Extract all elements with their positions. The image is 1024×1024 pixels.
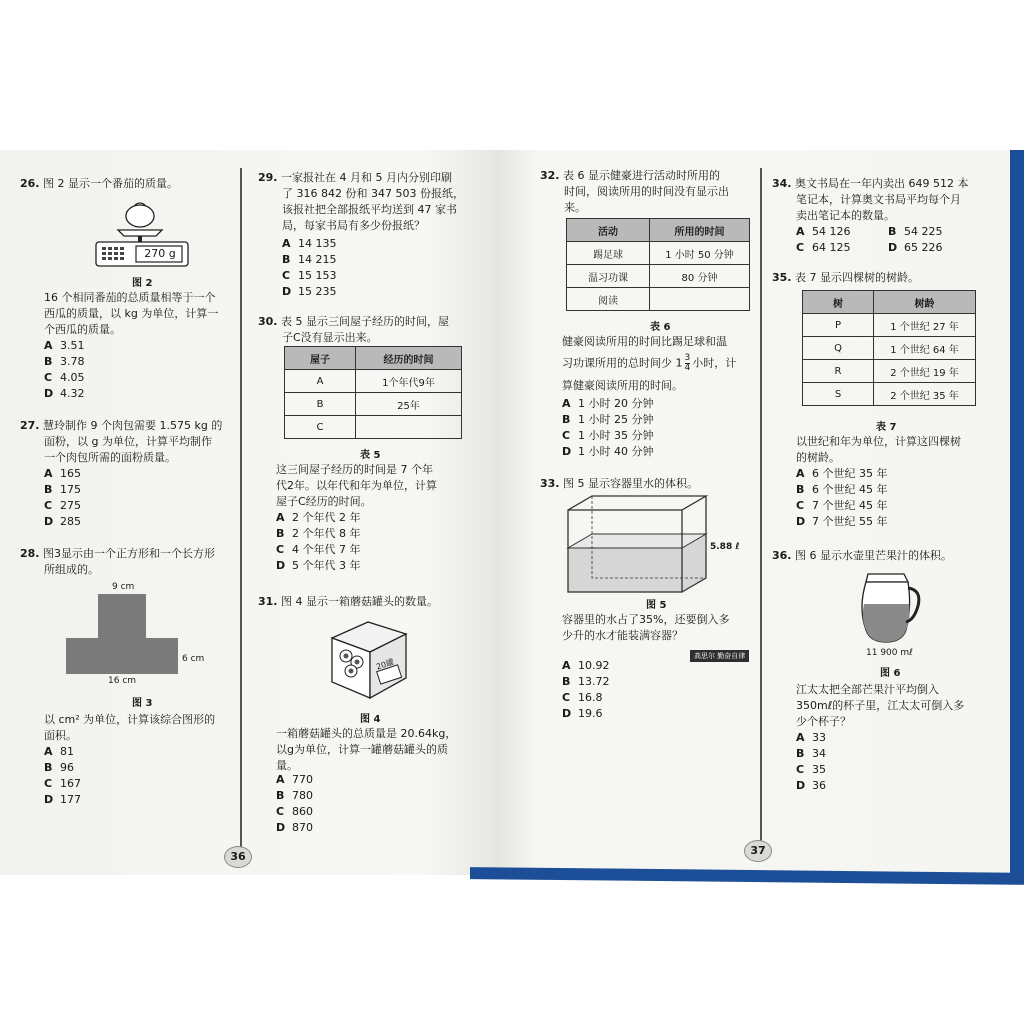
q31-number: 31. <box>258 595 278 608</box>
option-value: 1 小时 25 分钟 <box>578 413 654 426</box>
option-value: 285 <box>60 515 81 528</box>
table-header: 树 <box>803 291 874 314</box>
option-value: 1 小时 35 分钟 <box>578 429 654 442</box>
q33-option-c[interactable] <box>562 690 603 706</box>
mushroom-can-box-figure <box>324 616 414 702</box>
option-value: 6 个世纪 35 年 <box>812 467 888 480</box>
option-letter: C <box>44 777 53 790</box>
option-value: 16.8 <box>578 691 603 704</box>
q32-option-b[interactable] <box>562 412 654 428</box>
q27-text <box>20 418 222 434</box>
option-letter: B <box>562 413 571 426</box>
q26-figure-caption: 图 2 <box>132 278 153 289</box>
q27-line: 慧玲制作 9 个肉包需要 1.575 kg 的 <box>43 419 223 432</box>
q28-option-b[interactable] <box>44 760 74 776</box>
option-letter: D <box>888 241 898 254</box>
q30-option-b[interactable] <box>276 526 361 542</box>
q34-line: 笔记本，计算奥文书局平均每个月 <box>796 193 961 206</box>
option-letter: D <box>796 515 806 528</box>
option-value: 10.92 <box>578 659 610 672</box>
option-value: 860 <box>292 805 313 818</box>
option-value: 175 <box>60 483 81 496</box>
q36-number: 36. <box>772 549 792 562</box>
option-letter: C <box>276 543 285 556</box>
q29-number: 29. <box>258 171 278 184</box>
option-value: 15 235 <box>298 285 337 298</box>
q30-line: 代2年。以年代和年为单位，计算 <box>276 479 437 492</box>
q35-line: 的树龄。 <box>796 451 840 464</box>
option-value: 7 个世纪 55 年 <box>812 515 888 528</box>
option-letter: C <box>796 499 805 512</box>
option-letter: A <box>276 773 285 786</box>
option-value: 2 个年代 8 年 <box>292 527 361 540</box>
q36-option-d[interactable] <box>796 778 826 794</box>
fraction <box>685 354 691 373</box>
q33-number: 33. <box>540 477 560 490</box>
q28-line: 面积。 <box>44 729 77 742</box>
option-letter: D <box>44 387 54 400</box>
option-letter: B <box>888 225 897 238</box>
option-letter: C <box>44 499 53 512</box>
q31-option-a[interactable] <box>276 772 313 788</box>
q29-line: 一家报社在 4 月和 5 月内分别印刷 <box>281 171 452 184</box>
jug-volume-label: 11 900 mℓ <box>866 648 913 658</box>
option-value: 4.32 <box>60 387 85 400</box>
scale-reading: 270 g <box>144 247 176 260</box>
q31-option-c[interactable] <box>276 804 313 820</box>
q32-text <box>540 168 720 184</box>
table-cell: P <box>803 314 874 337</box>
option-letter: A <box>796 225 805 238</box>
option-value: 81 <box>60 745 74 758</box>
q28-option-d[interactable] <box>44 792 81 808</box>
q30-after-text <box>276 462 437 510</box>
q30-number: 30. <box>258 315 278 328</box>
q34-text-rest <box>796 192 961 224</box>
option-value: 13.72 <box>578 675 610 688</box>
table-header: 经历的时间 <box>356 347 462 370</box>
option-letter: C <box>796 763 805 776</box>
option-letter: B <box>282 253 291 266</box>
table-cell: A <box>285 370 356 393</box>
q26-stem <box>20 176 178 192</box>
option-value: 64 125 <box>812 241 851 254</box>
table-6 <box>566 218 750 311</box>
q34-line: 奥文书局在一年内卖出 649 512 本 <box>795 177 969 190</box>
q31-option-d[interactable] <box>276 820 313 836</box>
option-letter: A <box>282 237 291 250</box>
q29-text <box>258 170 452 186</box>
option-letter: A <box>276 511 285 524</box>
q36-line: 江太太把全部芒果汁平均倒入 <box>796 683 939 696</box>
water-container-figure <box>562 492 712 596</box>
q27-option-a[interactable] <box>44 466 81 482</box>
q32-line: 来。 <box>564 201 586 214</box>
option-value: 177 <box>60 793 81 806</box>
option-letter: B <box>796 483 805 496</box>
q26-option-b[interactable] <box>44 354 85 370</box>
option-value: 165 <box>60 467 81 480</box>
table-cell: 25年 <box>356 393 462 416</box>
table-cell: 1个年代9年 <box>356 370 462 393</box>
q29-option-b[interactable] <box>282 252 337 268</box>
q33-line: 容器里的水占了35%，还要倒入多 <box>562 613 730 626</box>
q31-figure-caption: 图 4 <box>360 714 381 725</box>
q28-line: 以 cm² 为单位，计算该综合图形的 <box>44 713 216 726</box>
option-letter: B <box>796 747 805 760</box>
q35-option-b[interactable] <box>796 482 888 498</box>
table-cell: B <box>285 393 356 416</box>
q36-text <box>796 682 964 730</box>
option-letter: A <box>44 745 53 758</box>
table-header: 所用的时间 <box>650 219 750 242</box>
table-7-caption: 表 7 <box>876 422 897 433</box>
table-cell: 1 个世纪 64 年 <box>874 337 976 360</box>
q35-stem-text: 表 7 显示四棵树的树龄。 <box>795 271 919 284</box>
q36-option-b[interactable] <box>796 746 826 762</box>
option-value: 7 个世纪 45 年 <box>812 499 888 512</box>
q33-figure-caption: 图 5 <box>646 600 667 611</box>
q36-line: 少个杯子？ <box>796 715 851 728</box>
option-letter: C <box>44 371 53 384</box>
option-letter: D <box>276 821 286 834</box>
table-cell: R <box>803 360 874 383</box>
table-cell: 温习功课 <box>567 265 650 288</box>
option-letter: A <box>562 659 571 672</box>
q28-number: 28. <box>20 547 40 560</box>
q30-option-d[interactable] <box>276 558 361 574</box>
q26-option-c[interactable] <box>44 370 85 386</box>
blue-cover-edge <box>1010 150 1024 880</box>
q34-option-c[interactable] <box>796 240 851 256</box>
option-value: 275 <box>60 499 81 512</box>
option-letter: A <box>562 397 571 410</box>
option-letter: C <box>796 241 805 254</box>
option-value: 96 <box>60 761 74 774</box>
table-cell <box>650 288 750 311</box>
q30-text <box>258 314 449 330</box>
option-letter: A <box>44 339 53 352</box>
option-letter: C <box>562 691 571 704</box>
q32-line-fraction <box>562 354 736 373</box>
q33-option-a[interactable] <box>562 658 610 674</box>
option-value: 65 226 <box>904 241 943 254</box>
option-value: 35 <box>812 763 826 776</box>
table-cell: 80 分钟 <box>650 265 750 288</box>
composite-shape-figure <box>62 584 182 682</box>
dim-top-label: 9 cm <box>112 582 135 592</box>
q28-after-text <box>44 712 215 744</box>
option-value: 167 <box>60 777 81 790</box>
option-letter: D <box>562 707 572 720</box>
q27-option-b[interactable] <box>44 482 81 498</box>
q29-line: 局，每家书局有多少份报纸？ <box>282 219 425 232</box>
q26-text <box>44 290 218 338</box>
option-value: 34 <box>812 747 826 760</box>
q26-line: 西瓜的质量，以 kg 为单位，计算一 <box>44 307 219 320</box>
option-value: 2 个年代 2 年 <box>292 511 361 524</box>
q32-option-c[interactable] <box>562 428 654 444</box>
q31-stem-text: 图 4 显示一箱蘑菇罐头的数量。 <box>281 595 438 608</box>
table-cell <box>356 416 462 439</box>
table-cell: 1 个世纪 27 年 <box>874 314 976 337</box>
option-letter: D <box>44 515 54 528</box>
q27-option-c[interactable] <box>44 498 81 514</box>
q32-line-part: 习功课所用的总时间少 1 <box>562 356 683 370</box>
q33-stem <box>540 476 698 492</box>
q28-line: 所组成的。 <box>44 563 99 576</box>
q29-line: 该报社把全部报纸平均送到 47 家书 <box>282 203 457 216</box>
q26-number: 26. <box>20 177 40 190</box>
q27-option-d[interactable] <box>44 514 81 530</box>
table-cell: 2 个世纪 35 年 <box>874 383 976 406</box>
q35-line: 以世纪和年为单位，计算这四棵树 <box>796 435 961 448</box>
q32-line: 表 6 显示健豪进行活动时所用的 <box>563 169 720 182</box>
q30-line: 表 5 显示三间屋子经历的时间，屋 <box>281 315 449 328</box>
column-divider-right <box>760 168 762 858</box>
option-value: 33 <box>812 731 826 744</box>
option-value: 4.05 <box>60 371 85 384</box>
q31-line: 一箱蘑菇罐头的总质量是 20.64kg， <box>276 727 457 740</box>
option-letter: D <box>276 559 286 572</box>
q32-line: 健豪阅读所用的时间比踢足球和温 <box>562 335 727 348</box>
open-workbook <box>0 150 1024 880</box>
table-cell: 阅读 <box>567 288 650 311</box>
q32-line-part: 小时，计 <box>692 356 737 370</box>
q26-option-a[interactable] <box>44 338 85 354</box>
table-cell: C <box>285 416 356 439</box>
option-value: 14 215 <box>298 253 337 266</box>
q32-option-a[interactable] <box>562 396 654 412</box>
q30-option-c[interactable] <box>276 542 361 558</box>
dim-right-label: 6 cm <box>182 654 205 664</box>
q33-option-d[interactable] <box>562 706 603 722</box>
option-letter: A <box>796 731 805 744</box>
table-cell: S <box>803 383 874 406</box>
option-letter: D <box>44 793 54 806</box>
q32-option-d[interactable] <box>562 444 654 460</box>
option-value: 1 小时 40 分钟 <box>578 445 654 458</box>
q26-line: 16 个相同番茄的总质量相等于一个 <box>44 291 216 304</box>
table-header: 树龄 <box>874 291 976 314</box>
q32-line: 时间，阅读所用的时间没有显示出 <box>564 185 729 198</box>
q29-text-rest <box>282 186 464 234</box>
table-cell: 2 个世纪 19 年 <box>874 360 976 383</box>
option-letter: B <box>44 355 53 368</box>
q32-text-rest <box>564 184 729 216</box>
q27-line: 一个肉包所需的面粉质量。 <box>44 451 176 464</box>
q36-line: 350mℓ的杯子里，江太太可倒入多 <box>796 699 965 712</box>
q29-option-c[interactable] <box>282 268 337 284</box>
page-number-right: 37 <box>744 840 772 862</box>
publisher-stamp: 高思尔 勤奋自律 <box>690 650 749 662</box>
box-label: 20罐 <box>375 657 396 672</box>
q26-stem-text: 图 2 显示一个番茄的质量。 <box>43 177 178 190</box>
q28-option-a[interactable] <box>44 744 74 760</box>
q33-text <box>562 612 729 644</box>
option-value: 870 <box>292 821 313 834</box>
q35-number: 35. <box>772 271 792 284</box>
q30-line: 子C没有显示出来。 <box>282 331 378 344</box>
table-header: 活动 <box>567 219 650 242</box>
option-letter: B <box>44 483 53 496</box>
option-letter: A <box>44 467 53 480</box>
option-letter: B <box>562 675 571 688</box>
option-value: 14 135 <box>298 237 337 250</box>
q35-option-c[interactable] <box>796 498 888 514</box>
juice-jug-figure <box>858 568 922 646</box>
q27-number: 27. <box>20 419 40 432</box>
q28-option-c[interactable] <box>44 776 81 792</box>
q34-line: 卖出笔记本的数量。 <box>796 209 895 222</box>
q34-number: 34. <box>772 177 792 190</box>
q30-option-a[interactable] <box>276 510 361 526</box>
option-value: 3.78 <box>60 355 85 368</box>
q36-stem <box>772 548 952 564</box>
q35-option-d[interactable] <box>796 514 888 530</box>
q36-option-a[interactable] <box>796 730 826 746</box>
q31-line: 以g为单位，计算一罐蘑菇罐头的质 <box>276 743 448 756</box>
option-value: 6 个世纪 45 年 <box>812 483 888 496</box>
option-letter: B <box>276 527 285 540</box>
q35-after-text <box>796 434 961 466</box>
option-value: 1 小时 20 分钟 <box>578 397 654 410</box>
q33-line: 少升的水才能装满容器？ <box>562 629 683 642</box>
q31-stem <box>258 594 438 610</box>
q30-line: 这三间屋子经历的时间是 7 个年 <box>276 463 433 476</box>
q35-stem <box>772 270 919 286</box>
q35-option-a[interactable] <box>796 466 888 482</box>
option-value: 15 153 <box>298 269 337 282</box>
q26-option-d[interactable] <box>44 386 85 402</box>
q31-option-b[interactable] <box>276 788 313 804</box>
q34-option-d[interactable] <box>888 240 943 256</box>
option-value: 4 个年代 7 年 <box>292 543 361 556</box>
dim-bottom-label: 16 cm <box>108 676 137 686</box>
option-letter: C <box>276 805 285 818</box>
column-divider-left <box>240 168 242 858</box>
option-letter: C <box>562 429 571 442</box>
q32-number: 32. <box>540 169 560 182</box>
q36-stem-text: 图 6 显示水壶里芒果汁的体积。 <box>795 549 952 562</box>
q34-option-a[interactable] <box>796 224 851 240</box>
q27-line: 面粉，以 g 为单位，计算平均制作 <box>44 435 212 448</box>
table-7 <box>802 290 976 406</box>
option-letter: D <box>796 779 806 792</box>
q29-option-d[interactable] <box>282 284 337 300</box>
volume-label: 5.88 ℓ <box>710 542 740 552</box>
table-cell: Q <box>803 337 874 360</box>
fraction-denominator: 4 <box>684 363 691 373</box>
q36-figure-caption: 图 6 <box>880 668 901 679</box>
q28-text <box>20 546 215 562</box>
option-letter: C <box>282 269 291 282</box>
q33-option-b[interactable] <box>562 674 610 690</box>
table-cell: 踢足球 <box>567 242 650 265</box>
option-letter: D <box>282 285 292 298</box>
q29-line: 了 316 842 份和 347 503 份报纸， <box>282 187 464 200</box>
q26-line: 个西瓜的质量。 <box>44 323 121 336</box>
option-value: 36 <box>812 779 826 792</box>
table-header: 屋子 <box>285 347 356 370</box>
q33-stem-text: 图 5 显示容器里水的体积。 <box>563 477 698 490</box>
q27-text-rest <box>44 434 212 466</box>
option-value: 780 <box>292 789 313 802</box>
option-value: 54 126 <box>812 225 851 238</box>
option-letter: B <box>276 789 285 802</box>
q34-option-b[interactable] <box>888 224 943 240</box>
q31-text <box>276 726 456 774</box>
option-value: 770 <box>292 773 313 786</box>
table-6-caption: 表 6 <box>650 322 671 333</box>
q36-option-c[interactable] <box>796 762 826 778</box>
page-number-left: 36 <box>224 846 252 868</box>
table-cell: 1 小时 50 分钟 <box>650 242 750 265</box>
option-value: 3.51 <box>60 339 85 352</box>
option-value: 19.6 <box>578 707 603 720</box>
fraction-numerator: 3 <box>684 353 691 363</box>
table-5-caption: 表 5 <box>360 450 381 461</box>
option-letter: D <box>562 445 572 458</box>
table-5 <box>284 346 462 439</box>
q31-line: 量。 <box>276 759 298 772</box>
q30-line: 屋子C经历的时间。 <box>276 495 372 508</box>
q32-line: 算健豪阅读所用的时间。 <box>562 379 683 392</box>
option-letter: A <box>796 467 805 480</box>
option-letter: B <box>44 761 53 774</box>
option-value: 54 225 <box>904 225 943 238</box>
q29-option-a[interactable] <box>282 236 337 252</box>
q34-text <box>772 176 968 192</box>
q28-line: 图3显示由一个正方形和一个长方形 <box>43 547 215 560</box>
option-value: 5 个年代 3 年 <box>292 559 361 572</box>
q28-figure-caption: 图 3 <box>132 698 153 709</box>
